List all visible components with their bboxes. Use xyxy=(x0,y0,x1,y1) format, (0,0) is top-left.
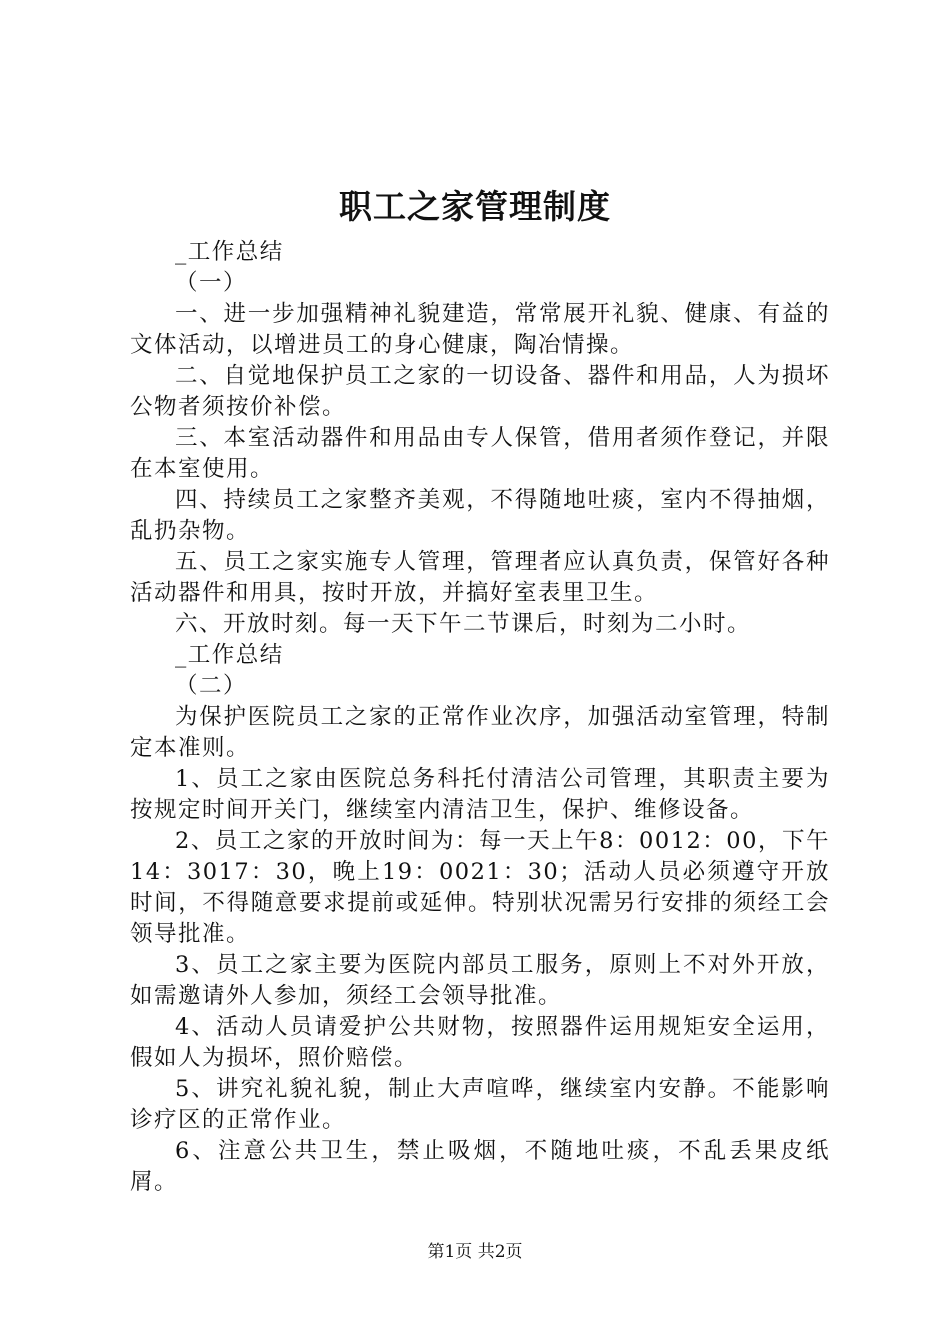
paragraph: 5、讲究礼貌礼貌，制止大声喧哗，继续室内安静。不能影响诊疗区的正常作业。 xyxy=(130,1076,830,1133)
paragraph: 3、员工之家主要为医院内部员工服务，原则上不对外开放，如需邀请外人参加，须经工会领导批准。 xyxy=(130,952,830,1009)
paragraph: 四、持续员工之家整齐美观，不得随地吐痰，室内不得抽烟，乱扔杂物。 xyxy=(130,487,830,544)
paragraph: 五、员工之家实施专人管理，管理者应认真负责，保管好各种活动器件和用具，按时开放，并搞好室表里卫生。 xyxy=(130,549,830,606)
page-footer: 第1页 共2页 xyxy=(427,1242,523,1262)
document-title: 职工之家管理制度 xyxy=(339,187,611,226)
paragraph: 1、员工之家由医院总务科托付清洁公司管理，其职责主要为按规定时间开关门，继续室内清洁卫生，保护、维修设备。 xyxy=(130,766,830,823)
paragraph: 二、自觉地保护员工之家的一切设备、器件和用品，人为损坏公物者须按价补偿。 xyxy=(130,363,830,420)
paragraph: 六、开放时刻。每一天下午二节课后，时刻为二小时。 xyxy=(175,611,752,637)
paragraph: 为保护医院员工之家的正常作业次序，加强活动室管理，特制定本准则。 xyxy=(130,704,830,761)
section-heading-2: _工作总结 xyxy=(175,642,284,668)
section-number-1: （一） xyxy=(175,270,248,296)
paragraph: 三、本室活动器件和用品由专人保管，借用者须作登记，并限在本室使用。 xyxy=(130,425,830,482)
paragraph: 6、注意公共卫生，禁止吸烟，不随地吐痰，不乱丢果皮纸屑。 xyxy=(130,1138,830,1195)
paragraph: 2、员工之家的开放时间为：每一天上午8：0012：00，下午14：3017：30，晚上19：0021：30；活动人员必须遵守开放时间，不得随意要求提前或延伸。特别状况需另行安排的须经工会领导批准。 xyxy=(130,828,830,947)
section-heading-1: _工作总结 xyxy=(175,239,284,265)
paragraph: 一、进一步加强精神礼貌建造，常常展开礼貌、健康、有益的文体活动，以增进员工的身心健康，陶冶情操。 xyxy=(130,301,830,358)
document-body xyxy=(130,237,830,1198)
paragraph: 4、活动人员请爱护公共财物，按照器件运用规矩安全运用，假如人为损坏，照价赔偿。 xyxy=(130,1014,830,1071)
section-number-2: （二） xyxy=(175,673,248,699)
